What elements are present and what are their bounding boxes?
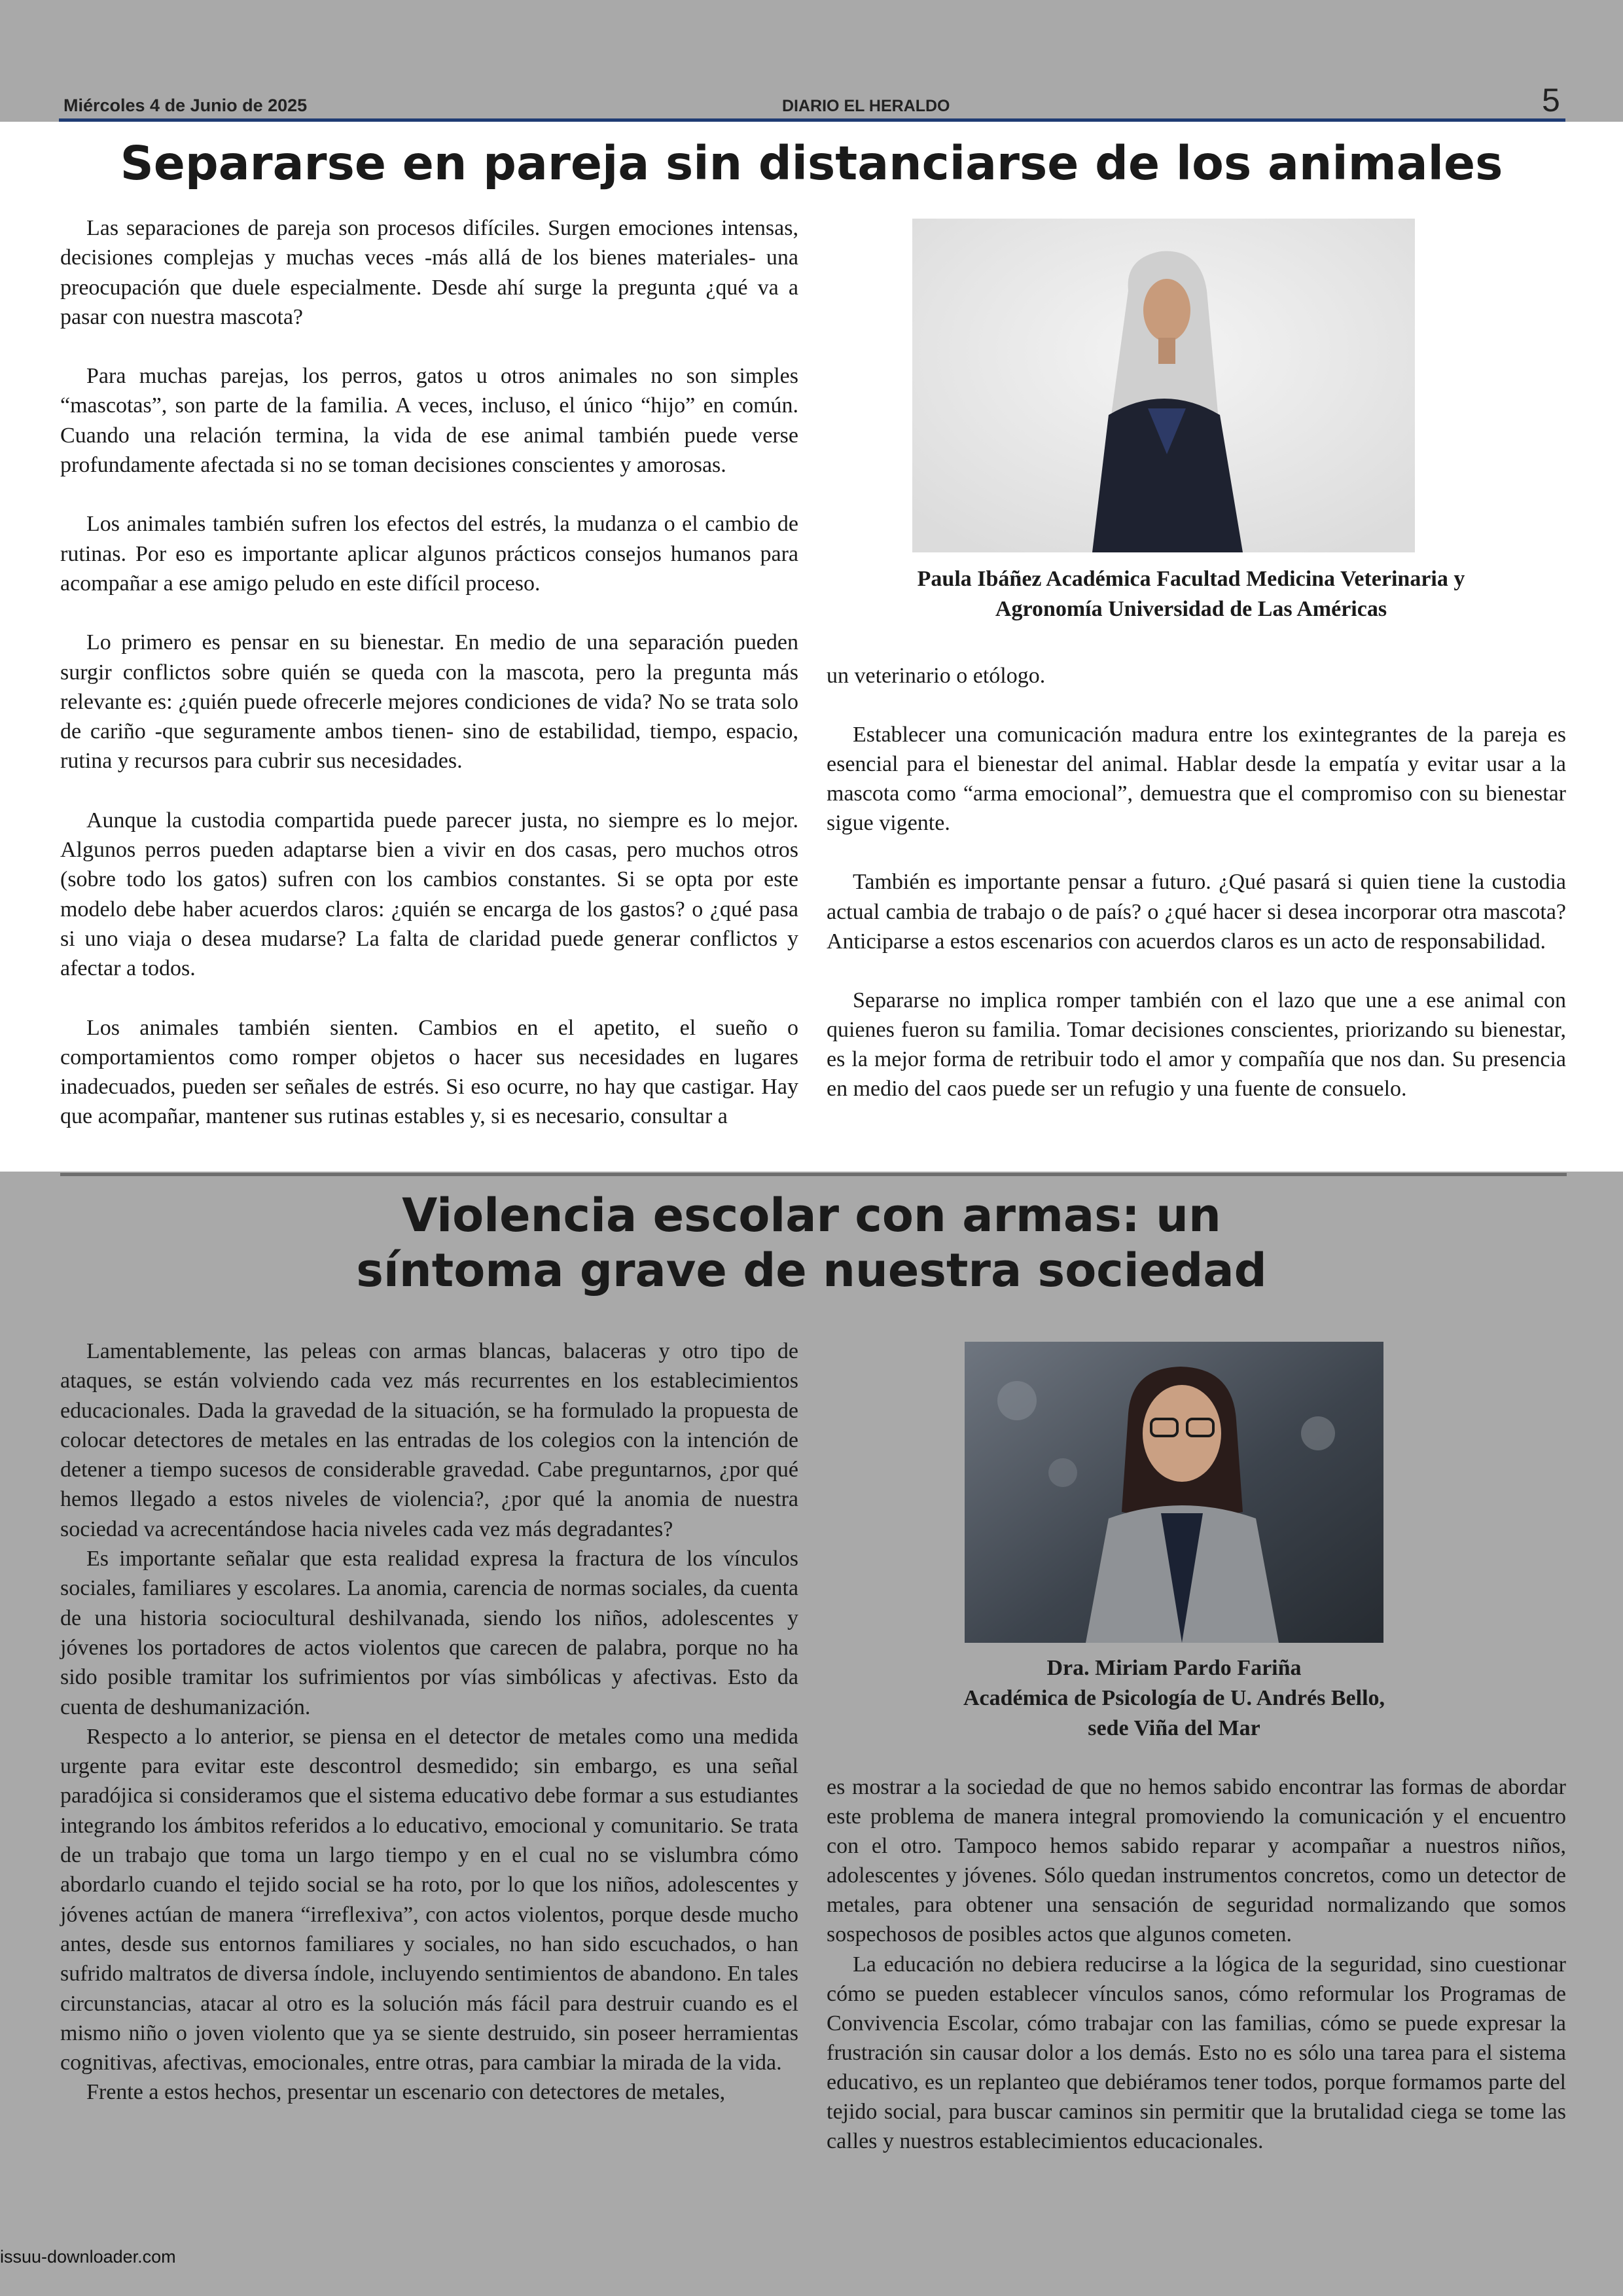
article1-author-photo (912, 219, 1415, 552)
issue-date: Miércoles 4 de Junio de 2025 (63, 96, 308, 115)
article2-paragraph: Es importante señalar que esta realidad expresa la fractura de los vínculos sociales, familiares y escolares. La anomia, carencia de normas sociales, da cuenta de una historia sociocultural deshilvanada, siendo los niños, adolescentes y jóvenes los portadores de actos violentos que carecen de palabra, porque no ha sido posible tramitar los sufrimientos por vías simbólicas y afectivas. Esto da cuenta de deshumanización. (60, 1547, 798, 1719)
page-number: 5 (1542, 82, 1560, 118)
portrait-illustration (912, 219, 1415, 552)
article1-paragraph: Lo primero es pensar en su bienestar. En medio de una separación pueden surgir conflictos sobre quién se queda con la mascota, pero la pregunta más relevante es: ¿quién puede ofrecerle mejores condiciones de vida? No se trata solo de cariño -que seguramente ambos tienen- sino de estabilidad, tiempo, espacio, rutina y recursos para cubrir sus necesidades. (60, 630, 798, 774)
article1-paragraph: Establecer una comunicación madura entre los exintegrantes de la pareja es esencial para el bienestar del animal. Hablar desde la empatía y evitar usar a la mascota como “arma emocional”, demuestra que el compromiso con su bienestar sigue vigente. (827, 723, 1566, 836)
article2-paragraph: Frente a estos hechos, presentar un escenario con detectores de metales, (86, 2080, 726, 2105)
article1-paragraph: un veterinario o etólogo. (827, 664, 1046, 688)
article2-author-photo (965, 1342, 1383, 1643)
article1-paragraph: Separarse no implica romper también con el lazo que une a ese animal con quienes fueron su familia. Tomar decisiones conscientes, priorizando su bienestar, es la mejor forma de retribuir todo el amor y compañía que nos dan. Su presencia en medio del caos puede ser un refugio y una fuente de consuelo. (827, 988, 1566, 1102)
article2-photo-caption (870, 1653, 1478, 1744)
portrait-illustration (965, 1342, 1383, 1643)
watermark: issuu-downloader.com (0, 2247, 176, 2267)
article1-left-column (60, 213, 798, 1132)
article2-paragraph: La educación no debiera reducirse a la lógica de la seguridad, sino cuestionar cómo se pueden establecer vínculos sanos, cómo reformular los Programas de Convivencia Escolar, cómo trabajar con las familias, cómo se puede expresar la frustración sin causar dolor a los demás. Esto no es sólo una tarea para el sistema educativo, es un replanteo que debiéramos tener todos, porque formamos parte del tejido social, para buscar caminos sin permitir que la brutalidad ciega se tome las calles y nuestros establecimientos educacionales. (827, 1952, 1566, 2154)
newspaper-name: DIARIO EL HERALDO (782, 97, 950, 115)
article1-paragraph: Las separaciones de pareja son procesos difíciles. Surgen emociones intensas, decisiones complejas y muchas veces -más allá de los bienes materiales- una preocupación que duele especialmente. Desde ahí surge la pregunta ¿qué va a pasar con nuestra mascota? (60, 216, 798, 329)
article1-paragraph: Los animales también sienten. Cambios en el apetito, el sueño o comportamientos como romper objetos o hacer sus necesidades en lugares inadecuados, pueden ser señales de estrés. Si eso ocurre, no hay que castigar. Hay que acompañar, mantener sus rutinas estables y, si es necesario, consultar a (60, 1015, 798, 1129)
article1-title: Separarse en pareja sin distanciarse de los animales (120, 136, 1503, 190)
caption-campus: sede Viña del Mar (1088, 1716, 1260, 1740)
article1-paragraph: Los animales también sufren los efectos del estrés, la mudanza o el cambio de rutinas. Por eso es importante aplicar algunos prácticos consejos humanos para acompañar a ese amigo peludo en este difícil proceso. (60, 512, 798, 596)
article2-title-line: Violencia escolar con armas: un (402, 1189, 1221, 1242)
article2-left-column (60, 1336, 798, 2108)
caption-author-name: Dra. Miriam Pardo Fariña (1046, 1656, 1302, 1680)
article2-paragraph: Respecto a lo anterior, se piensa en el detector de metales como una medida urgente para evitar este descontrol desmedido; sin embargo, es una señal paradójica si consideramos que el sistema educativo debe formar a sus estudiantes integrando los ámbitos referidos a lo educativo, emocional y comunitario. Se trata de un trabajo que toma un largo tiempo y en el cual no se vislumbra cómo abordarlo cuando el tejido social se ha roto, por lo que los niños, adolescentes y jóvenes actúan de manera “irreflexiva”, con actos violentos, porque desde mucho antes, desde sus entornos familiares y sociales, no han sido escuchados, o han sufrido maltratos de diversa índole, incluyendo sentimientos de abandono. En tales circunstancias, atacar al otro es la solución más fácil para destruir cuando es el mismo niño o joven violento que ya se siente destruido, sin poseer herramientas cognitivas, afectivas, emocionales, entre otras, para cambiar la mirada de la vida. (60, 1724, 798, 2075)
article1-paragraph: Aunque la custodia compartida puede parecer justa, no siempre es lo mejor. Algunos perros pueden adaptarse bien a vivir en dos casas, pero muchos otros (sobre todo los gatos) sufren con los cambios constantes. Si se opta por este modelo debe haber acuerdos claros: ¿quién se encarga de los gastos? o ¿qué pasa si uno viaja o desea mudarse? La falta de claridad puede generar conflictos y afectar a todos. (60, 808, 798, 981)
section-divider (60, 1173, 1567, 1176)
article2-paragraph: es mostrar a la sociedad de que no hemos sabido encontrar las formas de abordar este problema de manera integral promoviendo la comunicación y el encuentro con el otro. Tampoco hemos sabido reparar y acompañar a nuestros niños, adolescentes y jóvenes. Sólo quedan instrumentos concretos, como un detector de metales, para obtener una sensación de seguridad normalizando que somos sospechosos de posibles actos que algunos cometen. (827, 1775, 1566, 1947)
article2-title-line: síntoma grave de nuestra sociedad (356, 1244, 1267, 1297)
article1-paragraph: También es importante pensar a futuro. ¿Qué pasará si quien tiene la custodia actual cambia de trabajo o de país? o ¿qué hacer si desea incorporar otra mascota? Anticiparse a estos escenarios con acuerdos claros es un acto de responsabilidad. (827, 870, 1566, 954)
article1-photo-caption: Paula Ibáñez Académica Facultad Medicina Veterinaria y Agronomía Universidad de Las Américas (917, 567, 1465, 621)
article1-paragraph: Para muchas parejas, los perros, gatos u otros animales no son simples “mascotas”, son parte de la familia. A veces, incluso, el único “hijo” en común. Cuando una relación termina, la vida de ese animal también puede verse profundamente afectada si no se toman decisiones conscientes y amorosas. (60, 364, 798, 478)
article1-right-column (827, 661, 1566, 1103)
caption-affiliation: Académica de Psicología de U. Andrés Bello, (963, 1686, 1385, 1710)
article2-paragraph: Lamentablemente, las peleas con armas blancas, balaceras y otro tipo de ataques, se están volviendo cada vez más recurrentes en los establecimientos educacionales. Dada la gravedad de la situación, se ha formulado la propuesta de colocar detectores de metales en las entradas de los colegios con la intención de detener a tiempo sucesos de considerable gravedad. Cabe preguntarnos, ¿por qué hemos llegado a estos niveles de violencia?, ¿por qué la anomia de nuestra sociedad va acrecentándose hacia niveles cada vez más degradantes? (60, 1339, 798, 1541)
article2-title (59, 1188, 1564, 1298)
article2-right-column (827, 1772, 1566, 2156)
